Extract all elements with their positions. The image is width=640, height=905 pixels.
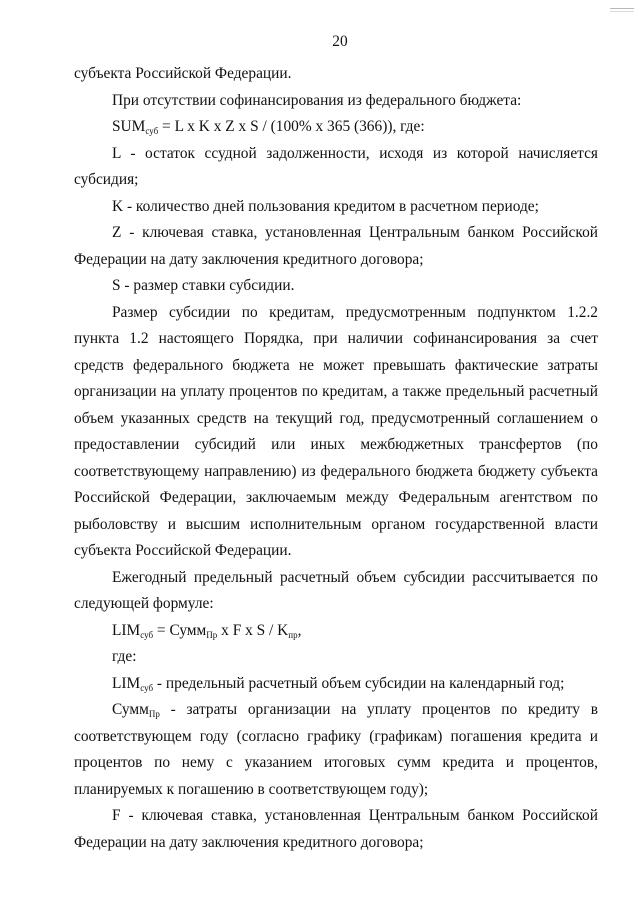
definition-z: Z - ключевая ставка, установленная Центральным банком Российской Федерации на дату заключения кредитного договора; bbox=[74, 224, 598, 268]
formula-lim-expression: x F x S / K bbox=[217, 621, 289, 639]
definition-summ-text: - затраты организации на уплату процентов по кредиту в соответствующем году (согласно графику (графикам) погашения кредита и процентов по нему с указанием итоговых сумм кредита и процентов, планируемых к погашению в соответствующем году); bbox=[74, 701, 598, 798]
page-corner-mark bbox=[610, 8, 634, 12]
definition-lim-text: - предельный расчетный объем субсидии на календарный год; bbox=[153, 674, 565, 692]
definition-l: L - остаток ссудной задолженности, исходя из которой начисляется субсидия; bbox=[74, 144, 598, 188]
formula-lim bbox=[74, 618, 598, 645]
paragraph-no-cofinancing: При отсутствии софинансирования из федерального бюджета: bbox=[112, 91, 522, 109]
definition-lim bbox=[74, 671, 598, 698]
formula-sum-expression: = L x K x Z x S / (100% x 365 (366)), где: bbox=[158, 118, 425, 135]
definition-lim-symbol: LIM bbox=[112, 674, 141, 692]
paragraph-subsidy-size: Размер субсидии по кредитам, предусмотренным подпунктом 1.2.2 пункта 1.2 настоящего Порядка, при наличии софинансирования за счет средств федерального бюджета не может превышать фактические затраты организации на уплату процентов по кредитам, а также предельный расчетный объем указанных средств на текущий год, предусмотренный соглашением о предоставлении субсидий или иных межбюджетных трансфертов (по соответствующему направлению) из федерального бюджета бюджету субъекта Российской Федерации, заключаемым между Федеральным агентством по рыболовству и высшим исполнительным органом государственной власти субъекта Российской Федерации. bbox=[74, 303, 598, 559]
where-label: где: bbox=[112, 648, 137, 665]
formula-sum-subscript: суб bbox=[145, 126, 159, 136]
formula-sum bbox=[74, 114, 598, 141]
definition-lim-subscript: суб bbox=[140, 682, 154, 693]
document-body bbox=[74, 61, 598, 856]
paragraph-annual-limit: Ежегодный предельный расчетный объем субсидии рассчитывается по следующей формуле: bbox=[74, 568, 598, 612]
paragraph-continuation: субъекта Российской Федерации. bbox=[74, 65, 292, 82]
formula-sum-symbol: SUM bbox=[112, 118, 146, 135]
definition-s: S - размер ставки субсидии. bbox=[112, 277, 295, 294]
formula-lim-subscript: суб bbox=[140, 629, 154, 640]
formula-lim-end: , bbox=[297, 621, 302, 639]
definition-summ bbox=[74, 697, 598, 803]
formula-lim-symbol: LIM bbox=[112, 621, 141, 639]
formula-lim-k-subscript: пр bbox=[288, 629, 298, 640]
definition-k: K - количество дней пользования кредитом в расчетном периоде; bbox=[112, 197, 539, 215]
formula-lim-summ: = Сумм bbox=[153, 621, 207, 639]
definition-summ-subscript: Пр bbox=[148, 709, 160, 719]
formula-lim-summ-subscript: Пр bbox=[206, 629, 218, 640]
page-number: 20 bbox=[332, 33, 348, 50]
definition-f: F - ключевая ставка, установленная Центральным банком Российской Федерации на дату заключения кредитного договора; bbox=[74, 807, 598, 851]
definition-summ-symbol: Сумм bbox=[112, 701, 149, 718]
